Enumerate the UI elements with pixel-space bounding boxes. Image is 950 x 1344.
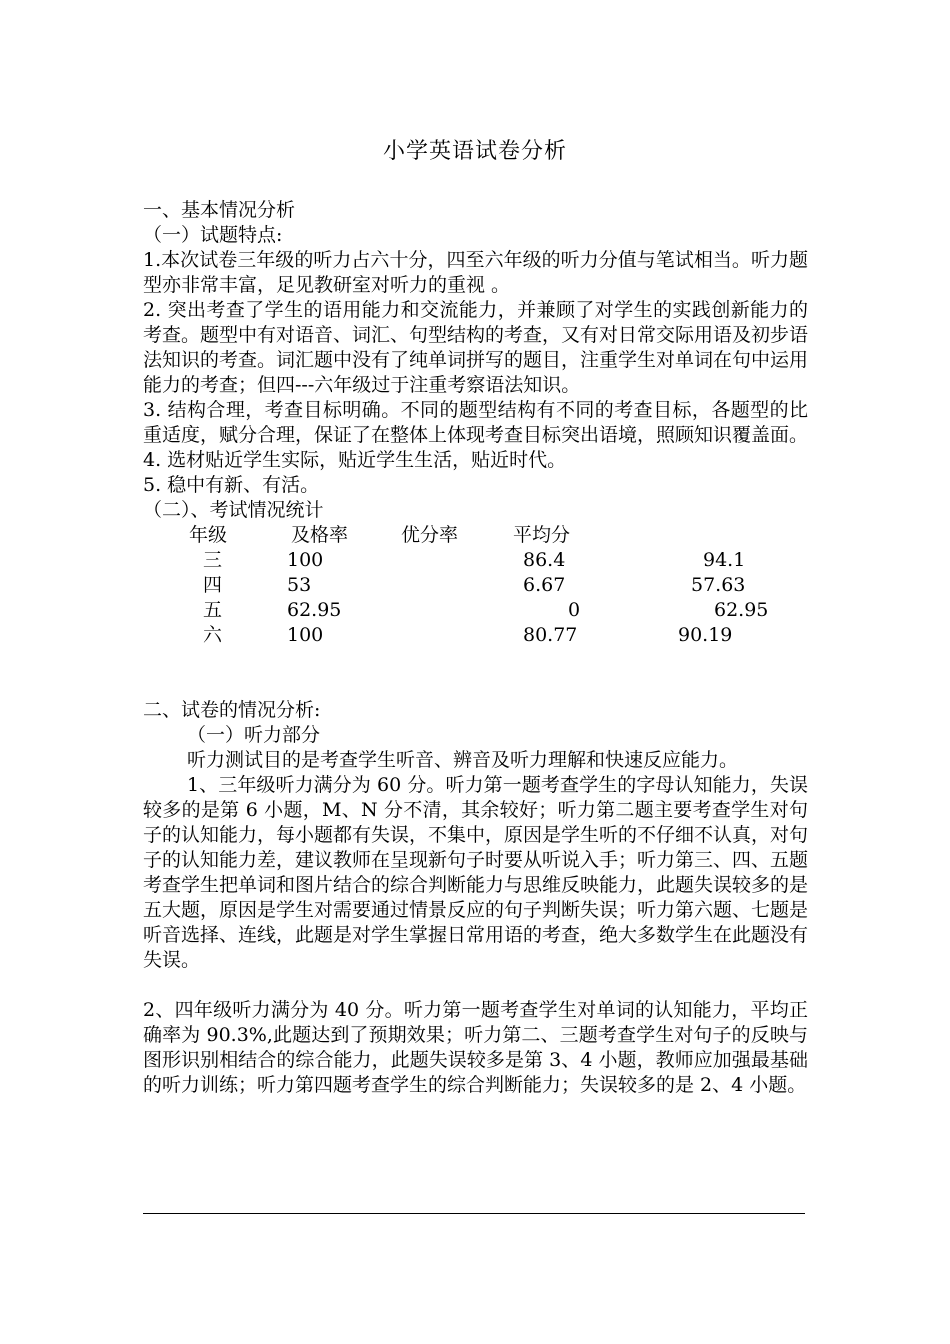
- stats-header-average: 平均分: [513, 524, 571, 546]
- stats-row-4-excellent: 80.77: [523, 624, 578, 646]
- stats-row-4-average: 90.19: [678, 624, 733, 646]
- listening-grade-4-paragraph: 2、四年级听力满分为 40 分。听力第一题考查学生对单词的认知能力，平均正确率为 90.3%,此题达到了预期效果；听力第二、三题考查学生对句子的反映与图形识别相结合的综合能力，此题失误较多是第 3、4 小题，教师应加强最基础的听力训练；听力第四题考查学生的综合判断能力；失误较多的是 2、4 小题。: [143, 999, 808, 1096]
- stats-header-pass-rate: 及格率: [291, 524, 349, 546]
- section-1-heading: 一、基本情况分析: [143, 199, 296, 221]
- section-2-heading: 二、试卷的情况分析:: [143, 699, 321, 721]
- section-2-sub-heading-1: （一）听力部分: [187, 724, 321, 746]
- section-1-item-3: 3. 结构合理，考查目标明确。不同的题型结构有不同的考查目标，各题型的比重适度，赋分合理，保证了在整体上体现考查目标突出语境，照顾知识覆盖面。: [143, 399, 809, 446]
- stats-header-excellent-rate: 优分率: [401, 524, 459, 546]
- document-body: [143, 198, 808, 1098]
- stats-row-3-pass: 62.95: [287, 599, 342, 621]
- stats-row-3-average: 62.95: [714, 599, 769, 621]
- document-title: 小学英语试卷分析: [382, 139, 567, 164]
- spacer: [143, 973, 808, 998]
- listening-intro: 听力测试目的是考查学生听音、辨音及听力理解和快速反应能力。: [187, 749, 739, 771]
- stats-row-2-pass: 53: [287, 574, 312, 596]
- spacer: [143, 648, 808, 698]
- stats-row-1-excellent: 86.4: [523, 549, 566, 571]
- stats-row-1-pass: 100: [287, 549, 324, 571]
- section-1-item-2: 2. 突出考查了学生的语用能力和交流能力，并兼顾了对学生的实践创新能力的考查。题型中有对语音、词汇、句型结构的考查，又有对日常交际用语及初步语法知识的考查。词汇题中没有了纯单词拼写的题目，注重学生对单词在句中运用能力的考查；但四---六年级过于注重考察语法知识。: [143, 299, 809, 396]
- section-1-sub-heading-2: （二）、考试情况统计: [143, 499, 324, 521]
- listening-grade-3-paragraph: 1、三年级听力满分为 60 分。听力第一题考查学生的字母认知能力，失误较多的是第 6 小题，M、N 分不清，其余较好；听力第二题主要考查学生对句子的认知能力，每小题都有失误，不集中，原因是学生听的不仔细不认真，对句子的认知能力差，建议教师在呈现新句子时要从听说入手；听力第三、四、五题考查学生把单词和图片结合的综合判断能力与思维反映能力，此题失误较多的是五大题，原因是学生对需要通过情景反应的句子判断失误；听力第六题、七题是听音选择、连线，此题是对学生掌握日常用语的考查，绝大多数学生在此题没有失误。: [143, 774, 809, 971]
- section-1-item-5: 5. 稳中有新、有活。: [143, 474, 320, 496]
- stats-table: [143, 523, 808, 648]
- stats-row-4-pass: 100: [287, 624, 324, 646]
- stats-row-3-grade: 五: [203, 599, 223, 621]
- footer-rule: [143, 1213, 805, 1214]
- section-1-sub-heading-1: （一）试题特点:: [143, 224, 283, 246]
- stats-row-2-average: 57.63: [691, 574, 746, 596]
- section-1-item-4: 4. 选材贴近学生实际，贴近学生生活，贴近时代。: [143, 449, 567, 471]
- stats-row-1-average: 94.1: [703, 549, 746, 571]
- section-1-item-1: 1.本次试卷三年级的听力占六十分，四至六年级的听力分值与笔试相当。听力题型亦非常丰富，足见教研室对听力的重视 。: [143, 249, 808, 296]
- stats-row-1-grade: 三: [203, 549, 223, 571]
- stats-row-4-grade: 六: [203, 624, 223, 646]
- stats-row-3-excellent: 0: [568, 599, 581, 621]
- stats-header-grade: 年级: [189, 524, 228, 546]
- stats-row-2-excellent: 6.67: [523, 574, 566, 596]
- stats-row-2-grade: 四: [203, 574, 223, 596]
